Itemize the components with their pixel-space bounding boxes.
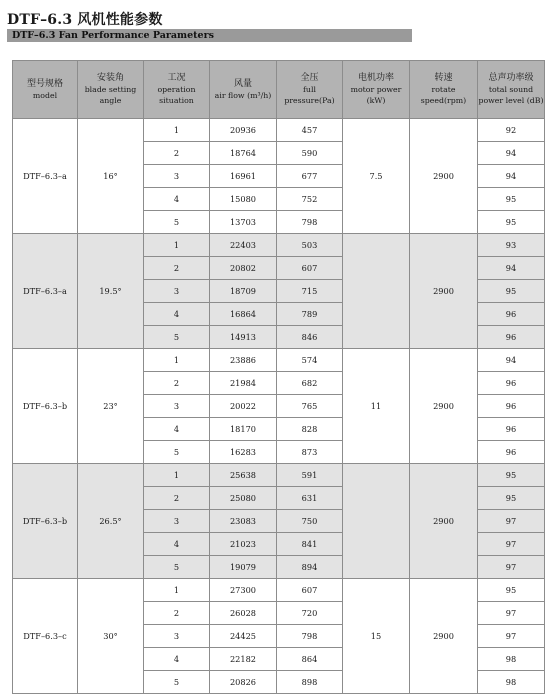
air-flow-cell: 19079 [210, 556, 277, 579]
pressure-cell: 631 [277, 487, 343, 510]
pressure-cell: 828 [277, 418, 343, 441]
pressure-cell: 898 [277, 671, 343, 694]
header-label-en: air flow (m³/h) [214, 90, 272, 100]
sound-level-cell: 97 [478, 556, 545, 579]
speed-cell: 2900 [410, 349, 478, 464]
air-flow-cell: 20826 [210, 671, 277, 694]
pressure-cell: 715 [277, 280, 343, 303]
sound-level-cell: 96 [478, 441, 545, 464]
sound-level-cell: 97 [478, 625, 545, 648]
model-cell: DTF–6.3–c [13, 579, 78, 694]
sound-level-cell: 96 [478, 418, 545, 441]
header-label-cn: 工况 [167, 73, 186, 83]
air-flow-cell: 16283 [210, 441, 277, 464]
header-label-cn: 风量 [233, 78, 252, 89]
pressure-cell: 765 [277, 395, 343, 418]
air-flow-cell: 16961 [210, 165, 277, 188]
air-flow-cell: 22403 [210, 234, 277, 257]
angle-cell: 19.5° [78, 234, 144, 349]
table-row [13, 579, 545, 602]
pressure-cell: 590 [277, 142, 343, 165]
table-row [13, 234, 545, 257]
air-flow-cell: 21984 [210, 372, 277, 395]
operation-cell: 2 [144, 257, 210, 280]
pressure-cell: 677 [277, 165, 343, 188]
table-header-row [13, 61, 545, 119]
pressure-cell: 591 [277, 464, 343, 487]
air-flow-cell: 25638 [210, 464, 277, 487]
pressure-cell: 607 [277, 579, 343, 602]
motor-power-cell: 11 [343, 349, 410, 464]
speed-cell: 2900 [410, 119, 478, 234]
pressure-cell: 841 [277, 533, 343, 556]
sound-level-cell: 95 [478, 464, 545, 487]
header-model [13, 61, 78, 119]
model-cell: DTF–6.3–a [13, 119, 78, 234]
operation-cell: 2 [144, 142, 210, 165]
speed-cell: 2900 [410, 579, 478, 694]
sound-level-cell: 94 [478, 142, 545, 165]
air-flow-cell: 22182 [210, 648, 277, 671]
sound-level-cell: 92 [478, 119, 545, 142]
pressure-cell: 607 [277, 257, 343, 280]
air-flow-cell: 26028 [210, 602, 277, 625]
header-label-cn: 转速 [434, 73, 453, 83]
header-label-en: motor power (kW) [350, 85, 402, 105]
sound-level-cell: 93 [478, 234, 545, 257]
pressure-cell: 873 [277, 441, 343, 464]
operation-cell: 3 [144, 625, 210, 648]
operation-cell: 3 [144, 395, 210, 418]
sound-level-cell: 97 [478, 533, 545, 556]
header-sound-power [478, 61, 545, 119]
sound-level-cell: 95 [478, 487, 545, 510]
sound-level-cell: 97 [478, 602, 545, 625]
table-row [13, 119, 545, 142]
sound-level-cell: 96 [478, 326, 545, 349]
operation-cell: 3 [144, 280, 210, 303]
operation-cell: 2 [144, 372, 210, 395]
pressure-cell: 503 [277, 234, 343, 257]
air-flow-cell: 21023 [210, 533, 277, 556]
sound-level-cell: 95 [478, 280, 545, 303]
sound-level-cell: 96 [478, 303, 545, 326]
header-rotate-speed [410, 61, 478, 119]
pressure-cell: 720 [277, 602, 343, 625]
pressure-cell: 894 [277, 556, 343, 579]
operation-cell: 4 [144, 533, 210, 556]
operation-cell: 1 [144, 579, 210, 602]
operation-cell: 1 [144, 349, 210, 372]
page-subtitle: DTF–6.3 Fan Performance Parameters [12, 30, 214, 41]
pressure-cell: 752 [277, 188, 343, 211]
operation-cell: 5 [144, 211, 210, 234]
pressure-cell: 682 [277, 372, 343, 395]
operation-cell: 2 [144, 602, 210, 625]
motor-power-cell: 15 [343, 579, 410, 694]
air-flow-cell: 23886 [210, 349, 277, 372]
sound-level-cell: 94 [478, 257, 545, 280]
table-row [13, 349, 545, 372]
air-flow-cell: 14913 [210, 326, 277, 349]
speed-cell: 2900 [410, 234, 478, 349]
page-title: DTF–6.3 风机性能参数 [7, 12, 163, 28]
header-angle [78, 61, 144, 119]
sound-level-cell: 95 [478, 188, 545, 211]
header-label-en: model [32, 90, 58, 100]
header-motor-power [343, 61, 410, 119]
model-cell: DTF–6.3–b [13, 349, 78, 464]
header-full-pressure [277, 61, 343, 119]
air-flow-cell: 27300 [210, 579, 277, 602]
sound-level-cell: 96 [478, 395, 545, 418]
angle-cell: 16° [78, 119, 144, 234]
sound-level-cell: 97 [478, 510, 545, 533]
header-air-flow [210, 61, 277, 119]
fan-performance-table [12, 60, 545, 694]
air-flow-cell: 13703 [210, 211, 277, 234]
angle-cell: 30° [78, 579, 144, 694]
angle-cell: 23° [78, 349, 144, 464]
angle-cell: 26.5° [78, 464, 144, 579]
header-label-en: blade setting angle [84, 85, 137, 105]
header-label-en: total sound power level (dB) [478, 85, 544, 105]
operation-cell: 1 [144, 119, 210, 142]
operation-cell: 3 [144, 165, 210, 188]
header-operation [144, 61, 210, 119]
sound-level-cell: 98 [478, 671, 545, 694]
model-cell: DTF–6.3–b [13, 464, 78, 579]
operation-cell: 4 [144, 188, 210, 211]
motor-power-cell [343, 464, 410, 579]
operation-cell: 5 [144, 556, 210, 579]
air-flow-cell: 18709 [210, 280, 277, 303]
air-flow-cell: 24425 [210, 625, 277, 648]
air-flow-cell: 25080 [210, 487, 277, 510]
pressure-cell: 789 [277, 303, 343, 326]
header-label-en: operation situation [157, 85, 196, 105]
sound-level-cell: 94 [478, 349, 545, 372]
header-label-en: rotate speed(rpm) [420, 85, 467, 105]
motor-power-cell: 7.5 [343, 119, 410, 234]
air-flow-cell: 23083 [210, 510, 277, 533]
sound-level-cell: 98 [478, 648, 545, 671]
pressure-cell: 846 [277, 326, 343, 349]
operation-cell: 5 [144, 671, 210, 694]
air-flow-cell: 16864 [210, 303, 277, 326]
header-label-en: full pressure(Pa) [284, 85, 335, 105]
pressure-cell: 574 [277, 349, 343, 372]
operation-cell: 5 [144, 441, 210, 464]
operation-cell: 1 [144, 234, 210, 257]
sound-level-cell: 94 [478, 165, 545, 188]
operation-cell: 4 [144, 648, 210, 671]
pressure-cell: 864 [277, 648, 343, 671]
operation-cell: 2 [144, 487, 210, 510]
air-flow-cell: 20802 [210, 257, 277, 280]
operation-cell: 4 [144, 303, 210, 326]
header-label-cn: 电机功率 [357, 73, 394, 83]
header-label-cn: 全压 [300, 73, 319, 83]
pressure-cell: 798 [277, 211, 343, 234]
air-flow-cell: 20936 [210, 119, 277, 142]
model-cell: DTF–6.3–a [13, 234, 78, 349]
pressure-cell: 798 [277, 625, 343, 648]
air-flow-cell: 18764 [210, 142, 277, 165]
sound-level-cell: 95 [478, 211, 545, 234]
air-flow-cell: 15080 [210, 188, 277, 211]
header-label-cn: 安装角 [96, 73, 124, 83]
pressure-cell: 457 [277, 119, 343, 142]
sound-level-cell: 96 [478, 372, 545, 395]
header-label-cn: 总声功率级 [488, 73, 534, 83]
table-row [13, 464, 545, 487]
operation-cell: 4 [144, 418, 210, 441]
sound-level-cell: 95 [478, 579, 545, 602]
header-label-cn: 型号规格 [26, 78, 63, 89]
air-flow-cell: 18170 [210, 418, 277, 441]
operation-cell: 5 [144, 326, 210, 349]
operation-cell: 1 [144, 464, 210, 487]
air-flow-cell: 20022 [210, 395, 277, 418]
operation-cell: 3 [144, 510, 210, 533]
pressure-cell: 750 [277, 510, 343, 533]
speed-cell: 2900 [410, 464, 478, 579]
motor-power-cell [343, 234, 410, 349]
